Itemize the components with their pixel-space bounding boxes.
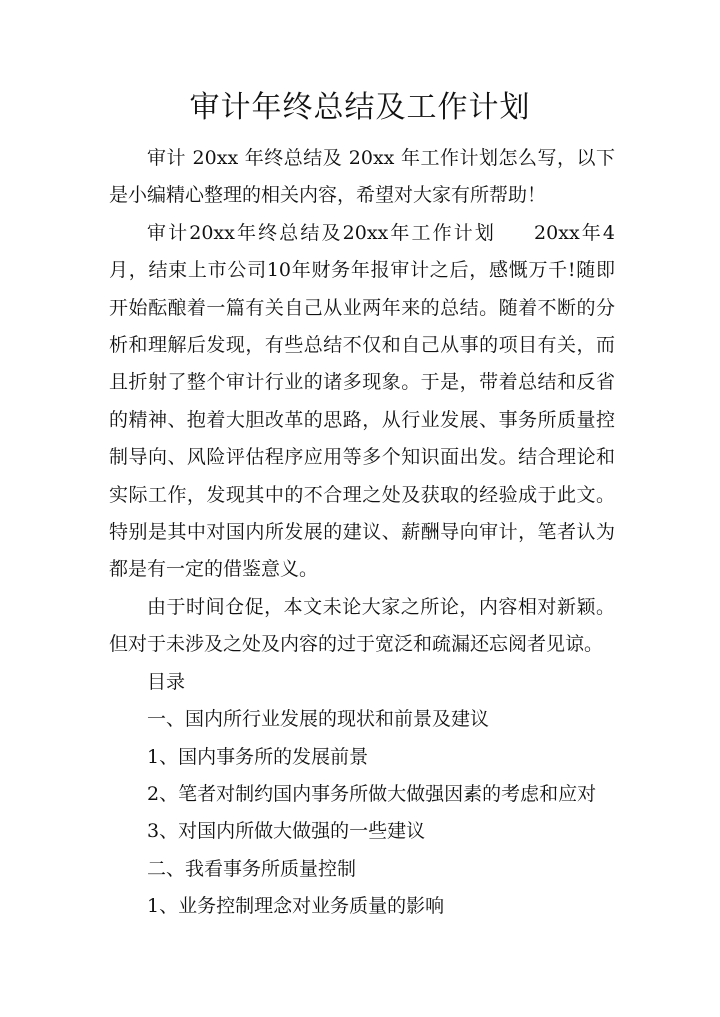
disclaimer-paragraph: 由于时间仓促，本文未论大家之所论，内容相对新颖。但对于未涉及之处及内容的过于宽泛和疏漏还忘阅者见谅。 — [109, 595, 615, 656]
intro-paragraph: 审计 20xx 年终总结及 20xx 年工作计划怎么写，以下是小编精心整理的相关内容，希望对大家有所帮助！ — [109, 147, 615, 207]
toc-item: 二、我看事务所质量控制 — [147, 857, 357, 880]
document-title: 审计年终总结及工作计划 — [189, 90, 531, 125]
summary-body: 20xx年4月，结束上市公司10年财务年报审计之后，感慨万千!随即开始酝酿着一篇有关自己从业两年来的总结。随着不断的分析和理解后发现，有些总结不仅和自己从事的项目有关，而且折射了整个审计行业的诸多现象。于是，带着总结和反省的精神、抱着大胆改革的思路，从行业发展、事务所质量控制导向、风险评估程序应用等多个知识面出发。结合理论和实际工作，发现其中的不合理之处及获取的经验成于此文。特别是其中对国内所发展的建议、薪酬导向审计，笔者认为都是有一定的借鉴意义。 — [109, 221, 616, 581]
summary-heading: 审计20xx年终总结及20xx年工作计划 — [147, 221, 497, 244]
toc-item: 一、国内所行业发展的现状和前景及建议 — [147, 708, 490, 731]
summary-paragraph — [109, 215, 615, 589]
toc-item: 1、业务控制理念对业务质量的影响 — [147, 895, 445, 918]
toc-item: 1、国内事务所的发展前景 — [147, 745, 369, 768]
table-of-contents — [109, 701, 615, 925]
toc-item: 3、对国内所做大做强的一些建议 — [147, 820, 426, 843]
toc-item: 2、笔者对制约国内事务所做大做强因素的考虑和应对 — [147, 782, 597, 805]
toc-label: 目录 — [147, 670, 186, 693]
document-body — [109, 140, 615, 926]
